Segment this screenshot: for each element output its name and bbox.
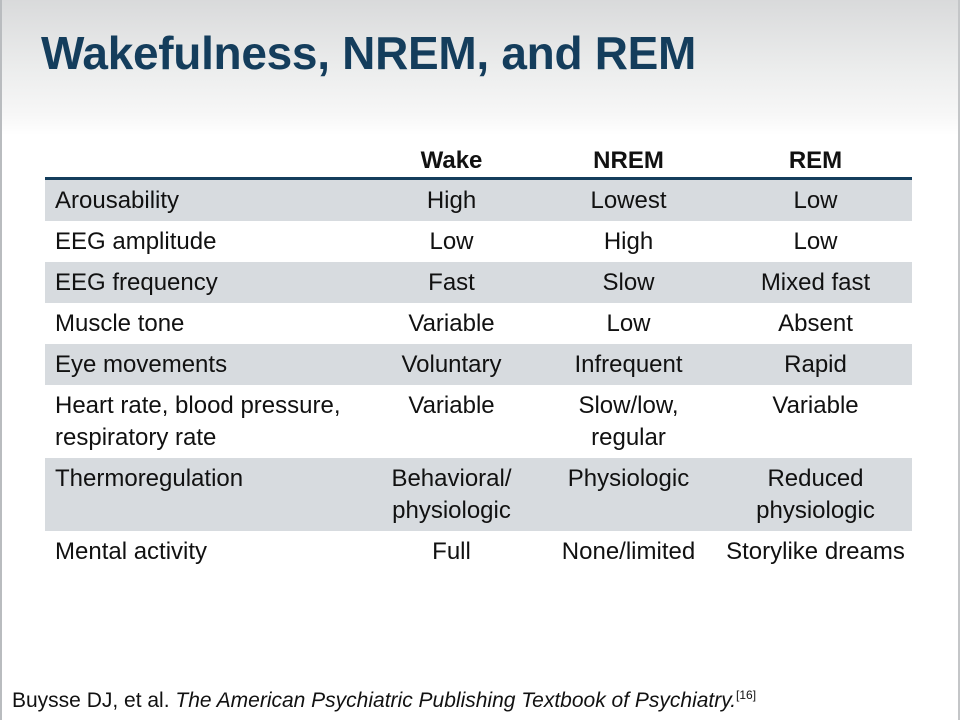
header-nrem: NREM (538, 140, 719, 179)
comparison-table (45, 140, 912, 572)
citation (12, 689, 756, 713)
row-label: Heart rate, blood pressure, respiratory rate (55, 392, 341, 451)
slide-title: Wakefulness, NREM, and REM (41, 27, 697, 79)
table-row (45, 458, 912, 531)
row-label: Mental activity (55, 538, 208, 565)
table-row (45, 262, 912, 303)
header-rem: REM (719, 140, 912, 179)
cell-rem: Variable (772, 392, 859, 419)
cell-nrem: Low (606, 310, 651, 337)
row-label: EEG amplitude (55, 228, 217, 255)
row-label: Eye movements (45, 344, 365, 385)
cell-wake: Full (432, 538, 471, 565)
cell-nrem: Slow/low, regular (578, 392, 679, 451)
table-row (45, 531, 912, 572)
cell-rem: Low (793, 228, 838, 255)
header-wake: Wake (365, 140, 538, 179)
cell-nrem: High (603, 228, 654, 255)
cell-rem: Rapid (719, 344, 912, 385)
cell-rem: Low (719, 179, 912, 222)
cell-wake: Low (429, 228, 474, 255)
row-label: EEG frequency (45, 262, 365, 303)
row-label: Thermoregulation (45, 458, 365, 531)
cell-wake: Variable (408, 310, 495, 337)
row-label: Arousability (45, 179, 365, 222)
cell-rem: Mixed fast (719, 262, 912, 303)
comparison-table-container (45, 140, 912, 572)
table-row (45, 221, 912, 262)
cell-rem: Reduced physiologic (719, 458, 912, 531)
cell-wake: Variable (408, 392, 495, 419)
table-header-row (45, 140, 912, 179)
cell-nrem: None/limited (561, 538, 696, 565)
table-row (45, 385, 912, 458)
slide-border-left (0, 0, 2, 720)
citation-authors: Buysse DJ, et al. (12, 689, 170, 712)
cell-rem: Absent (778, 310, 853, 337)
cell-wake: Behavioral/ physiologic (365, 458, 538, 531)
table-row (45, 179, 912, 222)
citation-source: The American Psychiatric Publishing Textbook of Psychiatry. (175, 689, 737, 712)
cell-nrem: Physiologic (538, 458, 719, 531)
cell-rem: Storylike dreams (726, 538, 905, 565)
cell-wake: High (365, 179, 538, 222)
row-label: Muscle tone (55, 310, 185, 337)
table-row (45, 344, 912, 385)
cell-nrem: Lowest (538, 179, 719, 222)
cell-nrem: Infrequent (538, 344, 719, 385)
cell-nrem: Slow (538, 262, 719, 303)
citation-ref: [16] (736, 688, 757, 702)
header-empty (45, 140, 365, 179)
cell-wake: Fast (365, 262, 538, 303)
cell-wake: Voluntary (365, 344, 538, 385)
table-row (45, 303, 912, 344)
